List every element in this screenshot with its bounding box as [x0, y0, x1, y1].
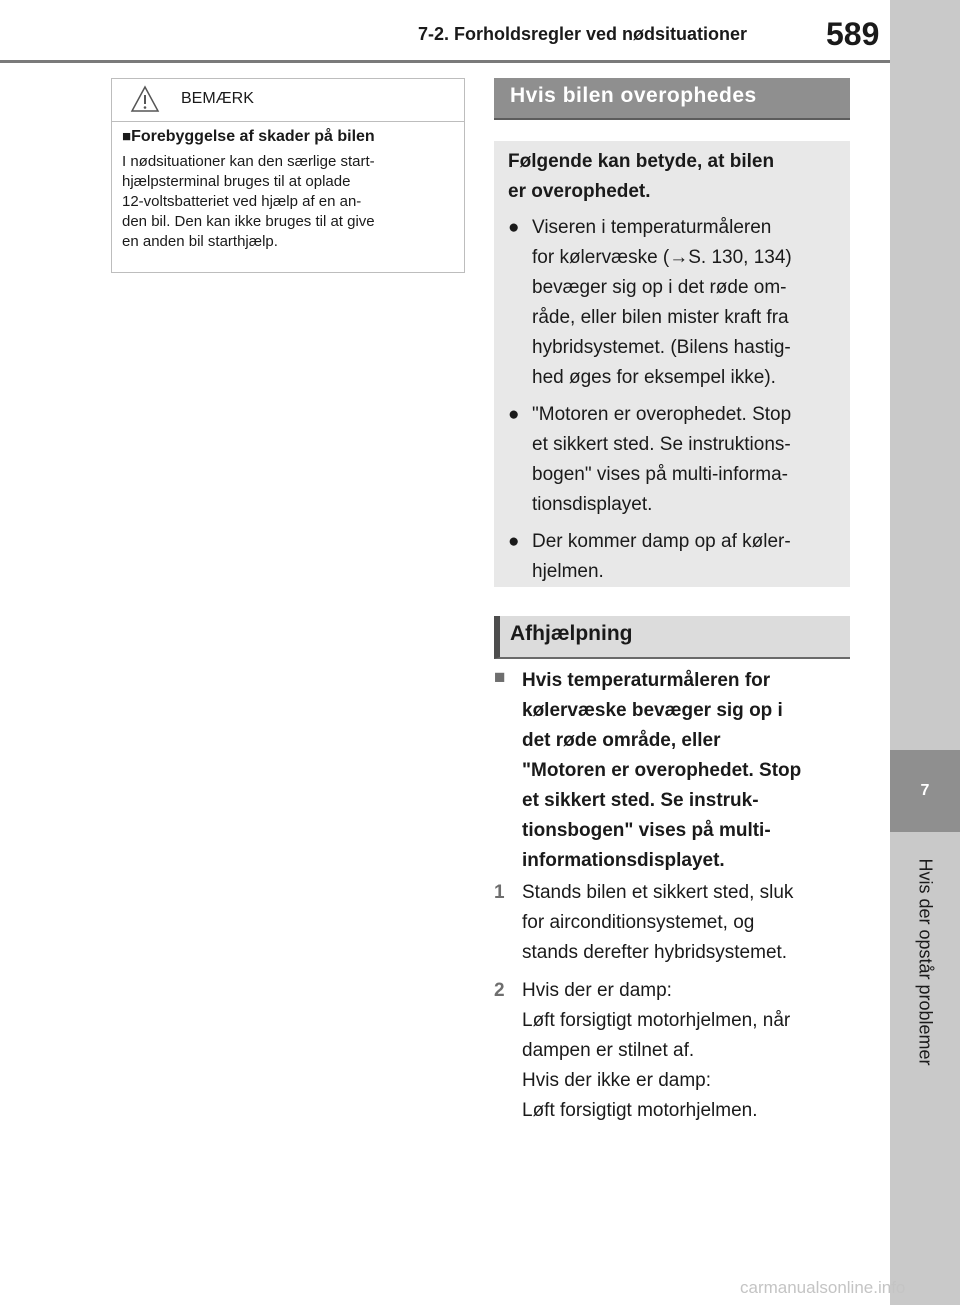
- intro-line: Følgende kan betyde, at bilen: [508, 151, 775, 172]
- notice-text: [122, 152, 454, 252]
- chapter-label: Hvis der opstår problemer: [915, 858, 936, 1066]
- step-line: for airconditionsystemet, og: [522, 912, 755, 933]
- bullet-line: råde, eller bilen mister kraft fra: [532, 307, 789, 328]
- chapter-number: 7: [920, 782, 930, 799]
- step-number: 2: [494, 980, 505, 1001]
- notice-line: en anden bil starthjælp.: [122, 233, 278, 250]
- header-divider: [0, 60, 890, 63]
- subheading-line: tionsbogen" vises på multi-: [522, 820, 771, 841]
- bullet-dot-icon: ●: [508, 217, 520, 238]
- notice-line: den bil. Den kan ikke bruges til at give: [122, 213, 375, 230]
- bullet-line: Viseren i temperaturmåleren: [532, 217, 772, 238]
- step-item: [494, 878, 850, 968]
- list-item: [508, 527, 838, 587]
- step-line: Stands bilen et sikkert sted, sluk: [522, 882, 794, 903]
- remedy-section-title: Afhjælpning: [510, 622, 633, 645]
- bullet-line: et sikkert sted. Se instruktions-: [532, 434, 791, 455]
- step-number: 1: [494, 882, 505, 903]
- step-line: Hvis der er damp:: [522, 980, 672, 1001]
- notice-line: 12-voltsbatteriet ved hjælp af en an-: [122, 193, 362, 210]
- bullet-line: hed øges for eksempel ikke).: [532, 367, 776, 388]
- section-header-title: 7-2. Forholdsregler ved nødsituationer: [418, 24, 748, 44]
- remedy-subheading: [494, 666, 850, 876]
- overheat-intro: [508, 147, 838, 207]
- bullet-line-page-reference: for kølervæske (→S. 130, 134): [532, 247, 792, 268]
- bullet-line: "Motoren er overophedet. Stop: [532, 404, 792, 425]
- bullet-line: Der kommer damp op af køler-: [532, 531, 791, 552]
- bullet-line: bevæger sig op i det røde om-: [532, 277, 787, 298]
- warning-triangle-icon: [130, 85, 160, 113]
- bullet-line: hjelmen.: [532, 561, 604, 582]
- subheading-line: det røde område, eller: [522, 730, 721, 751]
- notice-box: [111, 78, 465, 273]
- notice-header: [112, 79, 464, 122]
- step-line: stands derefter hybridsystemet.: [522, 942, 788, 963]
- notice-subheading: [122, 128, 454, 146]
- notice-subheading-text: Forebyggelse af skader på bilen: [131, 128, 375, 145]
- bullet-dot-icon: ●: [508, 404, 520, 425]
- overheat-symptoms-box: [494, 141, 850, 587]
- subheading-line: informationsdisplayet.: [522, 850, 725, 871]
- square-bullet-icon: ■: [122, 128, 132, 145]
- subheading-line: Hvis temperaturmåleren for: [522, 670, 771, 691]
- notice-line: I nødsituationer kan den særlige start-: [122, 153, 375, 170]
- square-bullet-icon: ■: [494, 667, 506, 688]
- step-line: Løft forsigtigt motorhjelmen.: [522, 1100, 758, 1121]
- subheading-line: et sikkert sted. Se instruk-: [522, 790, 759, 811]
- step-item: [494, 976, 850, 1126]
- remedy-steps: [494, 878, 850, 1134]
- bullet-dot-icon: ●: [508, 531, 520, 552]
- bullet-line: hybridsystemet. (Bilens hastig-: [532, 337, 791, 358]
- symptom-list: [508, 213, 838, 587]
- step-line: Hvis der ikke er damp:: [522, 1070, 712, 1091]
- notice-label: BEMÆRK: [181, 90, 254, 107]
- overheat-section-title: Hvis bilen overophedes: [510, 84, 757, 107]
- remedy-section-banner: [494, 616, 850, 659]
- subheading-line: kølervæske bevæger sig op i: [522, 700, 783, 721]
- list-item: [508, 400, 838, 520]
- step-line: Løft forsigtigt motorhjelmen, når: [522, 1010, 791, 1031]
- intro-line: er overophedet.: [508, 181, 651, 202]
- subheading-line: "Motoren er overophedet. Stop: [522, 760, 802, 781]
- watermark-text: carmanualsonline.info: [740, 1278, 906, 1297]
- bullet-line: tionsdisplayet.: [532, 494, 653, 515]
- step-line: dampen er stilnet af.: [522, 1040, 695, 1061]
- notice-line: hjælpsterminal bruges til at oplade: [122, 173, 351, 190]
- chapter-tab: [890, 750, 960, 832]
- overheat-section-banner: [494, 78, 850, 120]
- bullet-line: bogen" vises på multi-informa-: [532, 464, 788, 485]
- chapter-side-strip: [890, 0, 960, 1305]
- page-number: 589: [826, 16, 880, 52]
- list-item: [508, 213, 838, 393]
